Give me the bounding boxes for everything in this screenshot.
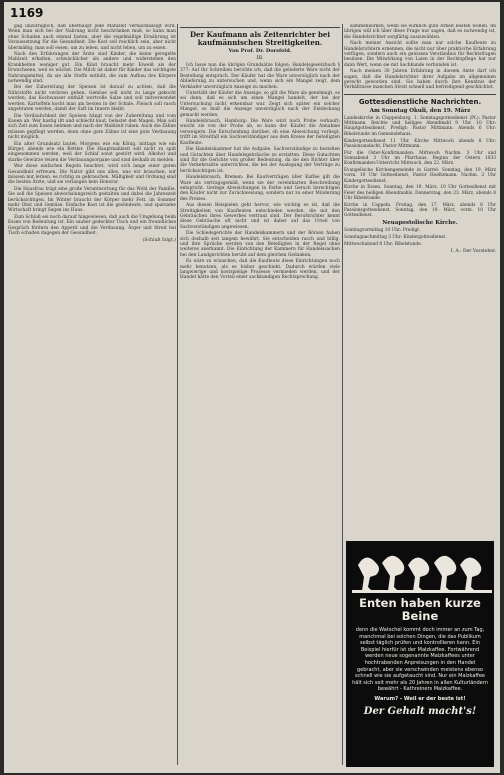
paragraph: Nach meiner Ansicht sollte man nur solche Kaufleute zu Handelsrichtern ernennen, die nicht nur über praktische Erfahrung verfügen, sondern auch ein gewisses Verständnis für Rechtsfragen besitzen. Die Mitwirkung von Laien in der Rechtspflege hat nur dann Wert, wenn sie mit Sachkunde verbunden ist. <box>344 41 496 68</box>
list-item: Sonntagnachmittag 3 Uhr: Kindergottesdienst. <box>344 235 447 241</box>
paragraph: Bei der Zubereitung der Speisen ist darauf zu achten, daß die Nährstoffe nicht verloren gehen. Gemüse soll nicht zu lange gekocht werden; das Kochwasser enthält wertvolle Salze und soll mitverwendet werden. Kartoffeln kocht man am besten in der Schale. Fleisch soll rasch angebraten werden, damit der Saft im Innern bleibt. <box>8 85 176 113</box>
church-notices-heading: Gottesdienstliche Nachrichten. <box>358 97 482 106</box>
list-item: Für die Oster-Konfirmanden: Mittwoch Nachm. 3 Uhr und Sonnabend 3 Uhr im Pfarrhaus. Beginn der Ostern 1933 Konfirmanden-Unterricht Mittwoch, den 22. März. <box>344 150 496 167</box>
article-body-middle <box>180 63 340 281</box>
advertisement <box>346 541 494 767</box>
article-headline: Der Kaufmann als Zeitenrichter bei kaufmännischen Streitigkeiten. <box>189 30 331 47</box>
paragraph: Ich lasse nun die übrigen Grundsätze folgen: Handelsgesetzbuch § 377: Auf Ihr Schreiben berichte ich, daß die gelieferte Ware nicht der Bestellung entsprach. Der Käufer hat die Ware unverzüglich nach der Ablieferung zu untersuchen und, wenn sich ein Mangel zeigt, dem Verkäufer unverzüglich Anzeige zu machen. <box>180 63 340 90</box>
paragraph: Wer diese einfachen Regeln beachtet, wird sich lange einer guten Gesundheit erfreuen. Die Natur gibt uns alles, was wir brauchen; wir müssen nur lernen, es richtig zu gebrauchen. Mäßigkeit und Ordnung sind die besten Ärzte, und sie verlangen kein Honorar. <box>8 164 176 186</box>
rule-line <box>180 27 340 28</box>
congregation-signature: I. A.: Der Vorsteher. <box>450 249 496 255</box>
column-right <box>344 24 496 767</box>
paragraph: Handelsbrauch, Hamburg: Die Ware wird nach Probe verkauft; weicht sie von der Probe ab, so kann der Käufer die Annahme verweigern. Die Entscheidung darüber, ob eine Abweichung vorliegt, trifft im Streitfall ein Sachverständiger aus dem Kreise der beteiligten Kaufleute. <box>180 119 340 146</box>
paragraph: Die Handelskammer hat die Aufgabe, Sachverständige zu bestellen und Gutachten über Handelsgebräuche zu erstatten. Diese Gutachten sind für die Gerichte von großer Bedeutung, da sie den Richter über die Verkehrssitte unterrichten, die bei der Auslegung der Verträge zu berücksichtigen ist. <box>180 147 340 174</box>
section-number: III. <box>256 55 264 61</box>
continuation-note: (Schluß folgt.) <box>142 238 176 244</box>
rule-line <box>344 94 496 95</box>
newspaper-page <box>4 2 500 773</box>
paragraph: Nach den Erfahrungen der Ärzte sind Kinder, die keine geregelte Mahlzeit erhalten, schwächlicher als andere und widerstehen den Krankheiten weniger gut. Ein Kind braucht mehr Eiweiß als der Erwachsene, weil es wächst. Die Milch ist daher für Kinder das wichtigste Nahrungsmittel, da sie alle Stoffe enthält, die zum Aufbau des Körpers notwendig sind. <box>8 52 176 85</box>
page-number: 1169 <box>10 6 44 20</box>
paragraph: gag unzuträglich, daß überhaupt jede Mahlzeit vernachlässigt wird. Wenn man sich bei der Nahrung nicht beschränken muß, so kann man ohne Schaden auch einmal fasten, aber die regelmäßige Ernährung ist Voraussetzung für die Gesundheit. Die Kost soll reichlich sein, aber nicht übermäßig; man soll essen, um zu leben, und nicht leben, um zu essen. <box>8 24 176 51</box>
paragraph: Handelsbrauch, Bremen: Bei Kaufverträgen über Kaffee gilt die Ware als vertragsgemäß, wenn sie der vereinbarten Beschreibung entspricht. Geringe Abweichungen in Farbe und Geruch berechtigen den Käufer nicht zur Zurückweisung, sondern nur zu einer Minderung des Preises. <box>180 175 340 202</box>
column-divider <box>177 24 178 765</box>
paragraph: Unterläßt der Käufer die Anzeige, so gilt die Ware als genehmigt, es sei denn, daß es sich um einen Mangel handelt, der bei der Untersuchung nicht erkennbar war. Zeigt sich später ein solcher Mangel, so muß die Anzeige unverzüglich nach der Entdeckung gemacht werden. <box>180 91 340 118</box>
paragraph: Die Hausfrau trägt eine große Verantwortung für das Wohl der Familie. Sie soll die Speisen abwechslungsreich gestalten und dabei die Jahreszeit berücksichtigen. Im Winter braucht der Körper mehr Fett, im Sommer mehr Obst und Gemüse. Einfache Kost ist die gesündeste, und sparsame Wirtschaft bringt Segen ins Haus. <box>8 186 176 214</box>
congregation-heading: Neuapostolische Kirche. <box>382 220 458 227</box>
article-body-left <box>8 24 176 244</box>
paragraph: Ein alter Grundsatz lautet: Morgens wie ein König, mittags wie ein Bürger, abends wie ein Bettler. Die Hauptmahlzeit soll nicht zu spät eingenommen werden, weil der Schlaf sonst gestört wird. Alkohol und starke Gewürze reizen die Verdauungsorgane und sind deshalb zu meiden. <box>8 141 176 163</box>
list-item: Kirche in Cappeln. Freitag, den 17. März, abends 8 Uhr Passionsgottesdienst. Sonntag, den 19. März, vorm. 10 Uhr Gottesdienst. <box>344 202 496 219</box>
list-item: Kindergottesdienst 11 Uhr. Kirche Mittwoch abends 8 Uhr: Passionsandacht, Pastor Mittmann. <box>344 138 496 149</box>
list-item: Evangelische Kirchengemeinde in Garrel: Sonntag, den 19. März vorm. 10 Uhr Gottesdienst, Pastor Hoeltzmann. Nachm. 2 Uhr Kindergottesdienst. <box>344 168 496 184</box>
paragraph: sammenwirken, wenn sie wirklich gute Arbeit leisten wollen. Im übrigen will ich über diese Frage nur sagen, daß es notwendig ist, die Handelsrichter sorgfältig auszuwählen. <box>344 24 496 40</box>
list-item: Landeskirche in Cloppenburg. 1. Sonntagsgottesdienst (Pf.): Pastor Mittmann. Beichte und heiliges Abendmahl 9 Uhr. 10 Uhr: Hauptgottesdienst, Predigt: Pastor Mittmann. Abends 6 Uhr: Bibelstunde im Gemeindehaus. <box>344 115 496 137</box>
ad-brand-mark: Der Gehalt macht's! <box>363 705 477 717</box>
paragraph: Zum Schluß sei noch darauf hingewiesen, daß auch die Umgebung beim Essen von Bedeutung ist. Ein sauber gedeckter Tisch und ein freundliches Gespräch fördern den Appetit und die Verdauung. Ärger und Streit bei Tisch schaden dagegen der Gesundheit. <box>8 214 176 237</box>
ad-headline: Enten haben kurze Beine <box>359 596 481 623</box>
paragraph: Die Verdaulichkeit der Speisen hängt von der Zubereitung und vom Kauen ab. Wer hastig ißt und schlecht kaut, belastet den Magen. Man soll sich Zeit zum Essen nehmen und nach der Mahlzeit ruhen. Auch die Zähne müssen gepflegt werden, denn ohne gute Zähne ist eine gute Verdauung nicht möglich. <box>8 113 176 141</box>
duck-legs-icon <box>352 547 492 593</box>
ducks-illustration <box>352 547 488 593</box>
article-byline: Von Prof. Dr. Dorsfeld. <box>228 48 292 54</box>
paragraph: Aus diesen Beispielen geht hervor, wie wichtig es ist, daß die Streitigkeiten von Kaufleuten entschieden werden, die mit den Gebräuchen ihres Gewerbes vertraut sind. Der Berufsrichter kennt diese Gebräuche oft nicht und ist daher auf das Urteil von Sachverständigen angewiesen. <box>180 203 340 230</box>
ad-slogan: Warum? - Weil er der beste ist! <box>374 695 466 702</box>
paragraph: Die Schiedsgerichte der Handelskammern und der Börsen haben sich deshalb seit langem bewährt. Sie entscheiden rasch und billig, und ihre Sprüche werden von den Beteiligten in der Regel ohne weiteres anerkannt. Die Einrichtung der Kammern für Handelssachen bei den Landgerichten beruht auf dem gleichen Gedanken. <box>180 231 340 258</box>
ad-body: denn die Watschel kommt doch immer an zum Tag, manchmal bei solchen Dingen, die das Publikum selbst täglich prüfen und kontrollieren kann. Ein Beispiel hierfür ist der Malzkaffee. Fortwährend werden neue sogenannte Malzkaffees unter hochtrabenden Anpreisungen in den Handel gebracht, aber sie verschwinden meistens ebenso schnell wie sie aufgetaucht sind. Nur ein Malzkaffee hält sich seit mehr als 20 Jahren in allen Kulturländern bewährt - Kathreiners Malzkaffee. <box>352 627 488 693</box>
list-item: Kirche in Essen. Sonntag, den 19. März, 10 Uhr Gottesdienst mit Feier des heiligen Abendmahls. Donnerstag, den 23. März, abends 8 Uhr Bibelstunde. <box>344 185 496 202</box>
article-continuation <box>344 24 496 91</box>
list-item: Mittwochabend 8 Uhr: Bibelstunde. <box>344 241 423 247</box>
column-divider <box>342 24 343 765</box>
column-left <box>8 24 176 767</box>
column-middle <box>180 24 340 767</box>
church-notices-date: Am Sonntag Okuli, den 19. März <box>369 107 471 114</box>
paragraph: Nach meinen 30 Jahren Erfahrung in diesem Amte darf ich sagen, daß die Handelsrichter ihrer Aufgabe im allgemeinen gerecht geworden sind. Sie haben durch ihre Kenntnis der Verhältnisse manchen Streit schnell und befriedigend geschlichtet. <box>344 69 496 91</box>
paragraph: Es wäre zu wünschen, daß die Kaufleute diese Einrichtungen noch mehr benutzen, als es bisher geschieht. Dadurch würden viele langwierige und kostspielige Prozesse vermieden werden, und der Handel hätte den Vorteil einer sachkundigen Rechtsprechung. <box>180 259 340 281</box>
congregation-list <box>344 228 496 254</box>
church-notices-list <box>344 116 496 219</box>
list-item: Sonntagvormittag 10 Uhr: Predigt. <box>344 228 421 234</box>
